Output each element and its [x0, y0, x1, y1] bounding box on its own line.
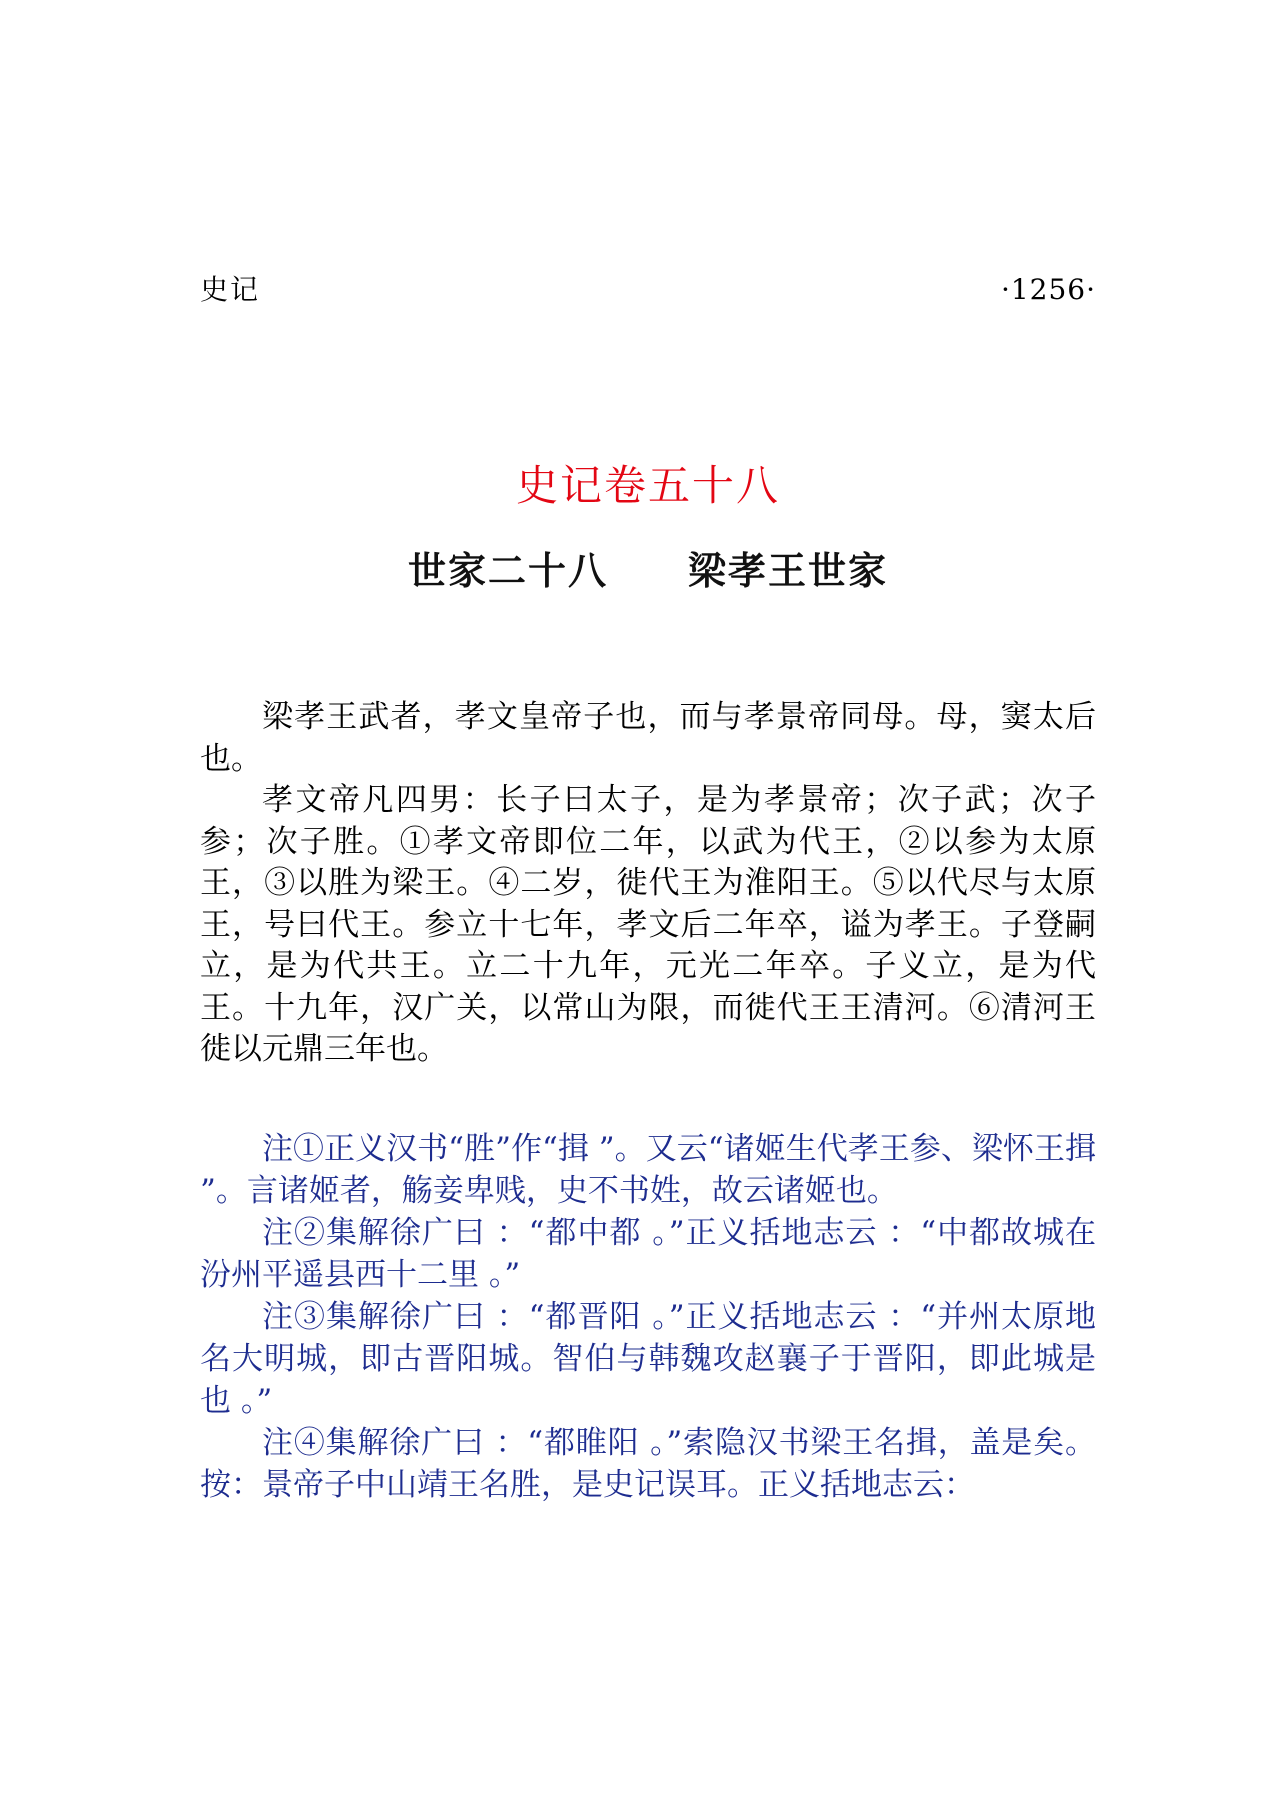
note-4: 注④集解徐广曰 ：“都睢阳 。”索隐汉书梁王名揖，盖是矣。按：景帝子中山靖王名胜，是史记误耳。正义括地志云：: [200, 1425, 1096, 1503]
body-paragraph: 孝文帝凡四男：长子曰太子，是为孝景帝；次子武；次子参；次子胜。①孝文帝即位二年，以武为代王，②以参为太原王，③以胜为梁王。④二岁，徙代王为淮阳王。⑤以代尽与太原王，号曰代王。参立十七年，孝文后二年卒，谥为孝王。子登嗣立，是为代共王。立二十九年，元光二年卒。子义立，是为代王。十九年，汉广关，以常山为限，而徙代王王清河。⑥清河王徙以元鼎三年也。: [200, 782, 1096, 1067]
volume-title: 史记卷五十八: [515, 461, 780, 510]
running-header: [200, 270, 1096, 310]
chapter-name: 梁孝王世家: [688, 549, 889, 593]
book-page: [200, 0, 1096, 1795]
note-3: 注③集解徐广曰 ：“都晋阳 。”正义括地志云 ：“并州太原地名大明城，即古晋阳城。智伯与韩魏攻赵襄子于晋阳，即此城是也 。”: [200, 1299, 1096, 1419]
note-2: 注②集解徐广曰 ：“都中都 。”正义括地志云 ：“中都故城在汾州平遥县西十二里 。”: [200, 1215, 1096, 1293]
annotations: [200, 1128, 1096, 1506]
body-paragraph: 梁孝王武者，孝文皇帝子也，而与孝景帝同母。母，窦太后也。: [200, 699, 1096, 777]
note-1: 注①正义汉书“胜”作“揖 ”。又云“诸姬生代孝王参、梁怀王揖 ”。言诸姬者，觞妾卑贱，史不书姓，故云诸姬也。: [200, 1131, 1096, 1209]
book-name: 史记: [200, 273, 261, 306]
series-title: 世家二十八: [407, 549, 608, 593]
chapter-title: [200, 545, 1096, 597]
page-number: ·1256·: [1000, 273, 1096, 306]
main-text: [200, 697, 1096, 1071]
